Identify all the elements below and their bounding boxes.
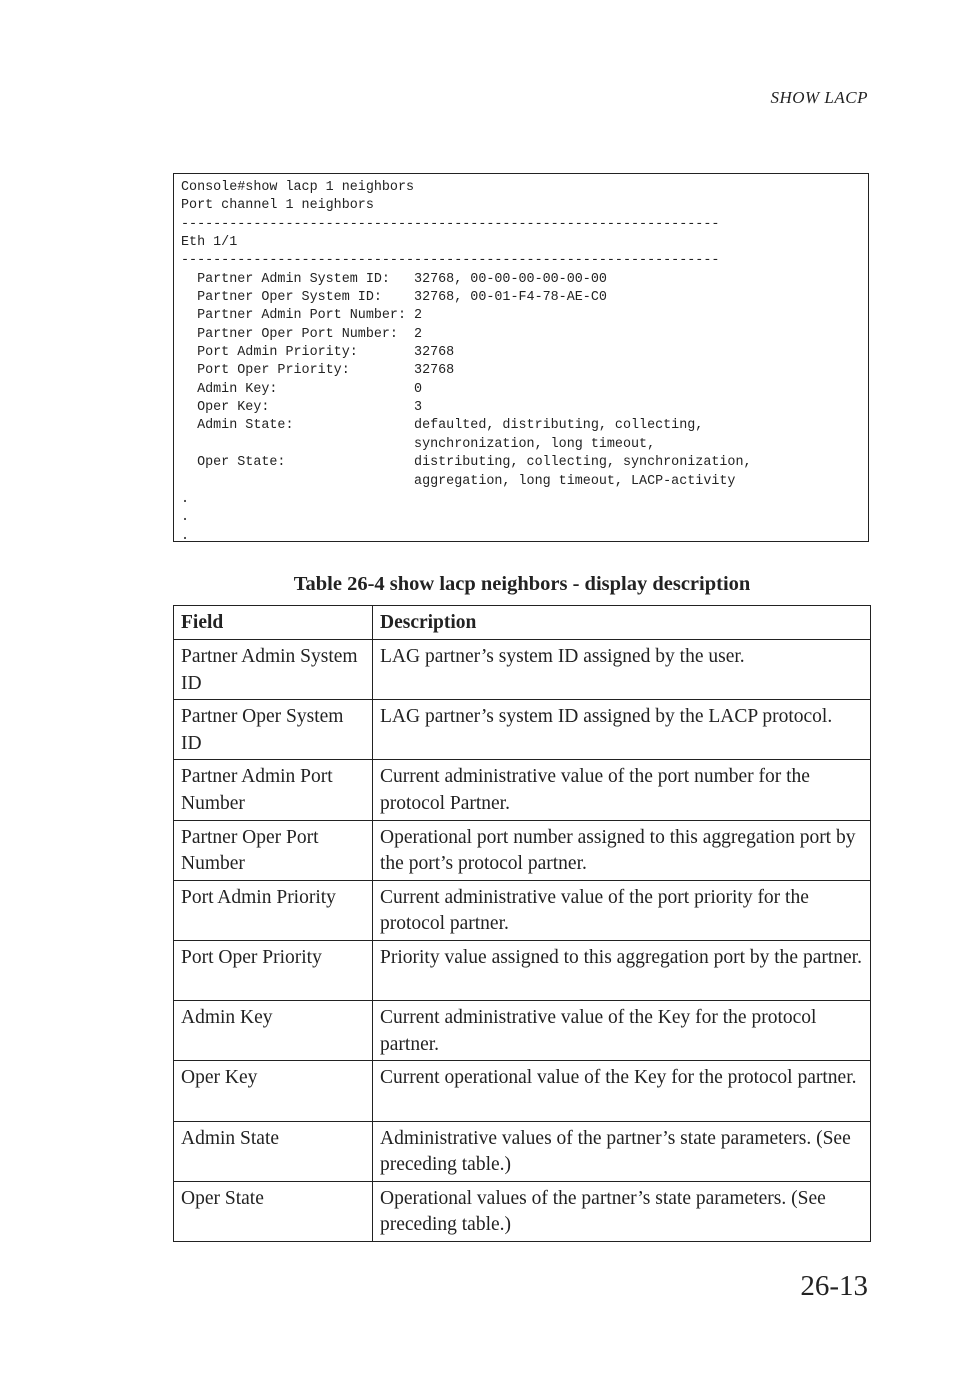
console-line: ------------------------------------------------------------------- bbox=[181, 216, 720, 232]
console-output-box bbox=[173, 173, 869, 542]
field-cell: Port Admin Priority bbox=[174, 880, 373, 940]
description-cell: Administrative values of the partner’s state parameters. (See preceding table.) bbox=[373, 1121, 871, 1181]
console-line: ------------------------------------------------------------------- bbox=[181, 253, 720, 269]
description-table bbox=[173, 605, 871, 1242]
table-row bbox=[174, 1061, 871, 1121]
console-line: Port Admin Priority: 32768 bbox=[181, 345, 455, 361]
console-line: . bbox=[181, 510, 190, 526]
console-line: Partner Oper System ID: 32768, 00-01-F4-78-AE-C0 bbox=[181, 290, 607, 306]
table-row bbox=[174, 880, 871, 940]
console-line: . bbox=[181, 528, 190, 544]
field-cell: Admin State bbox=[174, 1121, 373, 1181]
console-line: Port Oper Priority: 32768 bbox=[181, 363, 455, 379]
description-cell: Operational values of the partner’s state parameters. (See preceding table.) bbox=[373, 1181, 871, 1241]
description-cell: Priority value assigned to this aggregation port by the partner. bbox=[373, 940, 871, 1000]
console-line: Partner Oper Port Number: 2 bbox=[181, 326, 423, 342]
console-line: Eth 1/1 bbox=[181, 235, 238, 251]
console-line: Oper State: distributing, collecting, synchronization, bbox=[181, 455, 752, 471]
field-cell: Oper State bbox=[174, 1181, 373, 1241]
console-line: Oper Key: 3 bbox=[181, 400, 423, 416]
field-cell: Oper Key bbox=[174, 1061, 373, 1121]
table-header-row bbox=[174, 606, 871, 640]
description-cell: Current administrative value of the port priority for the protocol partner. bbox=[373, 880, 871, 940]
field-cell: Partner Admin System ID bbox=[174, 640, 373, 700]
table-row bbox=[174, 1001, 871, 1061]
table-row bbox=[174, 820, 871, 880]
description-cell: Current administrative value of the port number for the protocol Partner. bbox=[373, 760, 871, 820]
table-row bbox=[174, 940, 871, 1000]
field-cell: Partner Oper Port Number bbox=[174, 820, 373, 880]
console-line: aggregation, long timeout, LACP-activity bbox=[181, 473, 736, 489]
header-description: Description bbox=[373, 606, 871, 640]
console-line: Partner Admin Port Number: 2 bbox=[181, 308, 423, 324]
field-cell: Partner Admin Port Number bbox=[174, 760, 373, 820]
console-line: . bbox=[181, 491, 190, 507]
console-line: synchronization, long timeout, bbox=[181, 436, 656, 452]
description-cell: Current administrative value of the Key for the protocol partner. bbox=[373, 1001, 871, 1061]
console-line: Partner Admin System ID: 32768, 00-00-00-00-00-00 bbox=[181, 271, 607, 287]
table-row bbox=[174, 1181, 871, 1241]
table-row bbox=[174, 640, 871, 700]
header-field: Field bbox=[174, 606, 373, 640]
console-line: Port channel 1 neighbors bbox=[181, 198, 374, 214]
console-output-text bbox=[181, 179, 868, 546]
table-row bbox=[174, 760, 871, 820]
description-cell: LAG partner’s system ID assigned by the user. bbox=[373, 640, 871, 700]
table-row bbox=[174, 700, 871, 760]
console-line: Admin State: defaulted, distributing, collecting, bbox=[181, 418, 704, 434]
description-cell: LAG partner’s system ID assigned by the LACP protocol. bbox=[373, 700, 871, 760]
console-line: Admin Key: 0 bbox=[181, 381, 423, 397]
running-header: SHOW LACP bbox=[770, 88, 868, 107]
console-line: Console#show lacp 1 neighbors bbox=[181, 180, 415, 195]
table-caption: Table 26-4 show lacp neighbors - display description bbox=[293, 573, 751, 595]
field-cell: Partner Oper System ID bbox=[174, 700, 373, 760]
table-row bbox=[174, 1121, 871, 1181]
page-number: 26-13 bbox=[800, 1270, 868, 1302]
description-cell: Current operational value of the Key for the protocol partner. bbox=[373, 1061, 871, 1121]
field-cell: Admin Key bbox=[174, 1001, 373, 1061]
field-cell: Port Oper Priority bbox=[174, 940, 373, 1000]
description-cell: Operational port number assigned to this aggregation port by the port’s protocol partner. bbox=[373, 820, 871, 880]
